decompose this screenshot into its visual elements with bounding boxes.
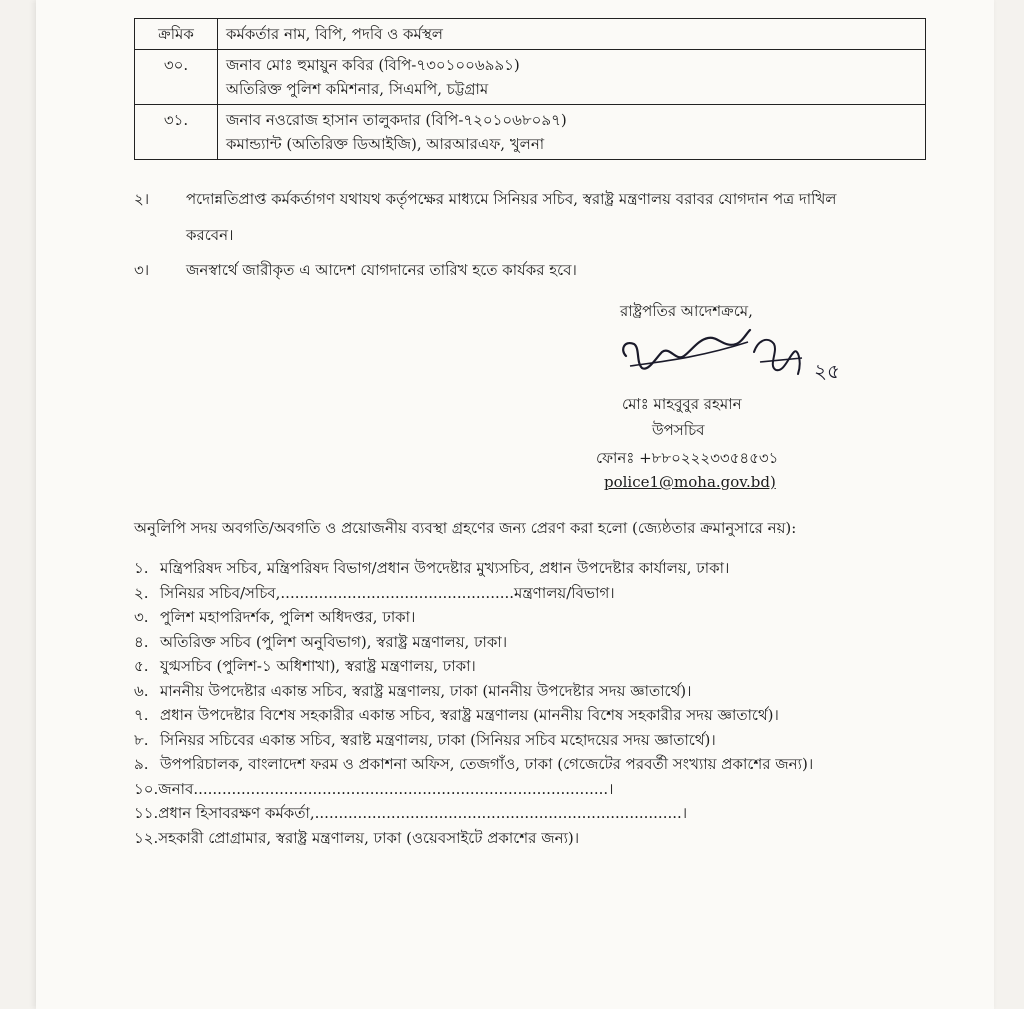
list-item-number: ১১.: [134, 804, 159, 822]
list-item-text: যুগ্মসচিব (পুলিশ-১ অধিশাখা), স্বরাষ্ট্র মন্ত্রণালয়, ঢাকা।: [160, 657, 476, 675]
officer-name: জনাব নওরোজ হাসান তালুকদার (বিপি-৭২০১০৬৮০৯৭): [226, 111, 567, 129]
row-serial: ৩১.: [135, 105, 218, 160]
signatory-email-link[interactable]: police1@moha.gov.bd): [604, 473, 776, 491]
copy-list: [134, 556, 813, 850]
list-item-number: ১২.: [134, 828, 159, 847]
list-item: [134, 728, 813, 753]
handwritten-signature: [618, 322, 848, 388]
row-details: [218, 50, 926, 105]
table-row: [135, 50, 926, 105]
list-item-text: সিনিয়র সচিব/সচিব,.................................................মন্ত্রণালয়/বিভাগ।: [160, 583, 615, 602]
order-line: রাষ্ট্রপতির আদেশক্রমে,: [620, 302, 753, 320]
paragraph-text: পদোন্নতিপ্রাপ্ত কর্মকর্তাগণ যথাযথ কর্তৃপক্ষের মাধ্যমে সিনিয়র সচিব, স্বরাষ্ট্র মন্ত্রণালয় বরাবর যোগদান পত্র দাখিল: [186, 190, 837, 208]
officer-post: কমান্ড্যান্ট (অতিরিক্ত ডিআইজি), আরআরএফ, খুলনা: [226, 135, 545, 153]
list-item: [134, 605, 813, 630]
list-item-text: পুলিশ মহাপরিদর্শক, পুলিশ অধিদপ্তর, ঢাকা।: [160, 608, 416, 626]
list-item: [134, 679, 813, 704]
table-row: [135, 105, 926, 160]
header-serial: ক্রমিক: [135, 19, 218, 50]
list-item-text: সিনিয়র সচিবের একান্ত সচিব, স্বরাষ্ট মন্ত্রণালয়, ঢাকা (সিনিয়র সচিব মহোদয়ের সদয় জ্ঞাতার্থে)।: [160, 730, 716, 749]
list-item-number: ১০.: [134, 779, 159, 798]
row-serial: ৩০.: [135, 50, 218, 105]
list-item: [134, 801, 813, 826]
list-item-text: প্রধান উপদেষ্টার বিশেষ সহকারীর একান্ত সচিব, স্বরাষ্ট্র মন্ত্রণালয় (মাননীয় বিশেষ সহকারীর সদয় জ্ঞাতার্থে)।: [160, 706, 779, 724]
copy-intro: অনুলিপি সদয় অবগতি/অবগতি ও প্রয়োজনীয় ব্যবস্থা গ্রহণের জন্য প্রেরণ করা হলো (জ্যেষ্ঠতার ক্রমানুসারে নয়):: [134, 519, 797, 537]
list-item: [134, 777, 813, 802]
table-header-row: [135, 19, 926, 50]
officers-table: [134, 18, 926, 160]
paragraph-number: ২।: [134, 190, 150, 208]
list-item-number: ৭.: [134, 706, 149, 724]
signature-date: ২৫: [814, 359, 840, 383]
list-item-text: উপপরিচালক, বাংলাদেশ ফরম ও প্রকাশনা অফিস, তেজগাঁও, ঢাকা (গেজেটের পরবর্তী সংখ্যায় প্রকাশের জন্য)।: [160, 755, 814, 773]
list-item: [134, 630, 813, 655]
officer-post: অতিরিক্ত পুলিশ কমিশনার, সিএমপি, চট্টগ্রাম: [226, 80, 489, 98]
list-item-text: জনাব.......................................................................................।: [158, 779, 614, 798]
list-item: [134, 703, 813, 728]
list-item-number: ১.: [134, 559, 149, 577]
list-item: [134, 654, 813, 679]
header-details: কর্মকর্তার নাম, বিপি, পদবি ও কর্মস্থল: [218, 19, 926, 50]
officer-name: জনাব মোঃ হুমায়ুন কবির (বিপি-৭৩০১০০৬৯৯১): [226, 56, 520, 74]
list-item-text: অতিরিক্ত সচিব (পুলিশ অনুবিভাগ), স্বরাষ্ট্র মন্ত্রণালয়, ঢাকা।: [160, 632, 508, 651]
list-item-number: ৪.: [134, 632, 149, 651]
paragraph-number: ৩।: [134, 261, 150, 279]
list-item: [134, 752, 813, 777]
row-details: [218, 105, 926, 160]
signatory-phone: ফোনঃ +৮৮০২২২৩৩৫৪৫৩১: [596, 449, 779, 467]
list-item-number: ৬.: [134, 681, 149, 700]
list-item-number: ৯.: [134, 755, 149, 773]
list-item: [134, 826, 813, 851]
list-item: [134, 556, 813, 581]
list-item-text: সহকারী প্রোগ্রামার, স্বরাষ্ট্র মন্ত্রণালয়, ঢাকা (ওয়েবসাইটে প্রকাশের জন্য)।: [158, 828, 580, 847]
list-item-number: ৩.: [134, 608, 149, 626]
list-item: [134, 581, 813, 606]
signatory-designation: উপসচিব: [652, 421, 705, 439]
paragraph-text-continued: করবেন।: [186, 226, 234, 244]
list-item-number: ৫.: [134, 657, 149, 675]
list-item-number: ৮.: [134, 730, 149, 749]
paragraph-text: জনস্বার্থে জারীকৃত এ আদেশ যোগদানের তারিখ হতে কার্যকর হবে।: [186, 261, 577, 279]
list-item-text: মন্ত্রিপরিষদ সচিব, মন্ত্রিপরিষদ বিভাগ/প্রধান উপদেষ্টার মুখ্যসচিব, প্রধান উপদেষ্টার কার্যালয়, ঢাকা।: [160, 559, 730, 577]
list-item-number: ২.: [134, 583, 149, 602]
list-item-text: প্রধান হিসাবরক্ষণ কর্মকর্তা,.............................................................................।: [158, 804, 688, 822]
signatory-name: মোঃ মাহবুবুর রহমান: [622, 395, 742, 413]
list-item-text: মাননীয় উপদেষ্টার একান্ত সচিব, স্বরাষ্ট্র মন্ত্রণালয়, ঢাকা (মাননীয় উপদেষ্টার সদয় জ্ঞাতার্থে)।: [160, 681, 692, 700]
